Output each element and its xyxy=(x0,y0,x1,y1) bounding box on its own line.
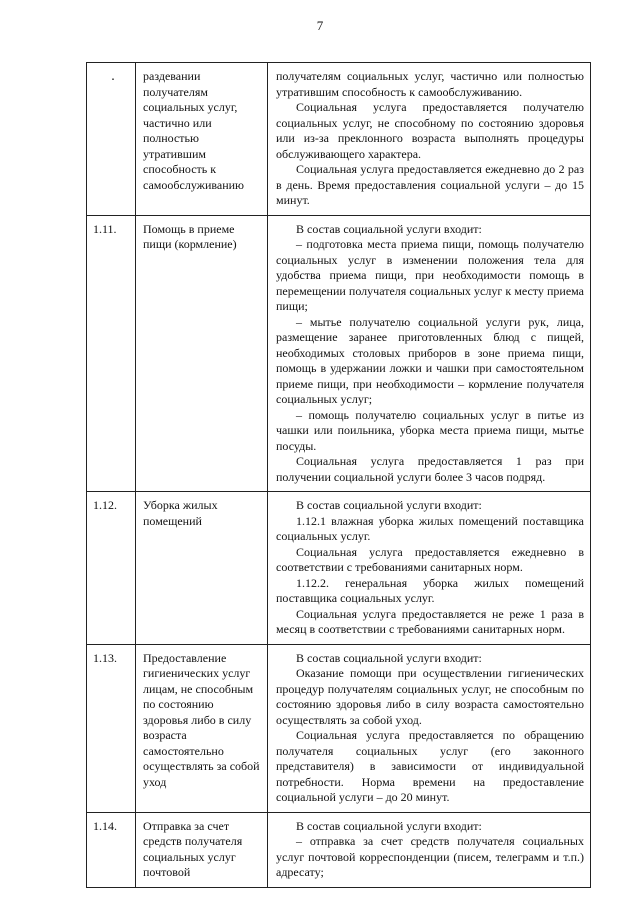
row-number: 1.14. xyxy=(87,812,136,887)
description-paragraph: Социальная услуга предоставляется ежедневно в соответствии с требованиями санитарных норм. xyxy=(276,544,584,574)
row-number: 1.12. xyxy=(87,492,136,645)
description-paragraph: В состав социальной услуги входит: xyxy=(296,818,482,833)
table-row xyxy=(87,63,591,216)
page-number: 7 xyxy=(316,18,324,33)
table-row xyxy=(87,492,591,645)
service-name: Уборка жилых помещений xyxy=(136,492,268,645)
service-description xyxy=(268,812,591,887)
services-table xyxy=(86,62,591,888)
description-paragraph: 1.12.1 влажная уборка жилых помещений поставщика социальных услуг. xyxy=(276,513,584,543)
row-number: 1.11. xyxy=(87,215,136,492)
description-paragraph: В состав социальной услуги входит: xyxy=(296,221,482,236)
description-paragraph: – мытье получателю социальной услуги рук, лица, размещение заранее приготовленных блюд с пищей, необходимых столовых приборов в зоне приема пищи, помощь в удержании ложки и чашки при самостоятельном приеме пищи, при необходимости – кормление получателя социальных услуг; xyxy=(276,314,584,406)
service-name: Отправка за счет средств получателя социальных услуг почтовой xyxy=(136,812,268,887)
service-description xyxy=(268,63,591,216)
service-description xyxy=(268,492,591,645)
row-number: 1.13. xyxy=(87,644,136,812)
description-paragraph: В состав социальной услуги входит: xyxy=(296,650,482,665)
service-name: Предоставление гигиенических услуг лицам, не способным по состоянию здоровья либо в силу возраста самостоятельно осуществлять за собой уход xyxy=(136,644,268,812)
table-row xyxy=(87,644,591,812)
description-paragraph: – помощь получателю социальных услуг в питье из чашки или поильника, уборка места приема пищи, мытье посуды. xyxy=(276,407,584,453)
service-description xyxy=(268,215,591,492)
service-name: раздевании получателям социальных услуг, частично или полностью утратившим способность к самообслуживанию xyxy=(136,63,268,216)
table-row xyxy=(87,215,591,492)
description-paragraph: Социальная услуга предоставляется по обращению получателя социальных услуг (его законного представителя) в зависимости от индивидуальной потребности. Норма времени на предоставление социальной услуги – до 20 минут. xyxy=(276,728,584,804)
description-paragraph: Социальная услуга предоставляется ежедневно до 2 раз в день. Время предоставления социальной услуги – до 15 минут. xyxy=(276,162,584,207)
description-paragraph: 1.12.2. генеральная уборка жилых помещений поставщика социальных услуг. xyxy=(276,575,584,605)
description-paragraph: получателям социальных услуг, частично или полностью утратившим способность к самообслуживанию. xyxy=(276,69,584,99)
row-number: . xyxy=(111,69,115,84)
description-paragraph: – подготовка места приема пищи, помощь получателю социальных услуг в изменении положения тела для удобства приема пищи, при необходимости помощь в перемещении получателя социальных услуг к месту приема пищи; xyxy=(276,237,584,313)
service-description xyxy=(268,644,591,812)
description-paragraph: – отправка за счет средств получателя социальных услуг почтовой корреспонденции (писем, телеграмм и т.п.) адресату; xyxy=(276,834,584,879)
description-paragraph: Социальная услуга предоставляется не реже 1 раза в месяц в соответствии с требованиями санитарных норм. xyxy=(276,606,584,636)
description-paragraph: Социальная услуга предоставляется получателю социальных услуг, не способному по состоянию здоровья или из-за преклонного возраста выполнять процедуры обслуживающего характера. xyxy=(276,100,584,161)
table-row xyxy=(87,812,591,887)
row-number-cell xyxy=(87,63,136,216)
description-paragraph: Оказание помощи при осуществлении гигиенических процедур получателям социальных услуг, не способным по состоянию здоровья либо в силу возраста самостоятельно осуществлять за собой уход. xyxy=(276,666,584,727)
description-paragraph: В состав социальной услуги входит: xyxy=(296,498,482,512)
service-name: Помощь в приеме пищи (кормление) xyxy=(136,215,268,492)
description-paragraph: Социальная услуга предоставляется 1 раз при получении социальной услуги более 3 часов подряд. xyxy=(276,454,584,484)
